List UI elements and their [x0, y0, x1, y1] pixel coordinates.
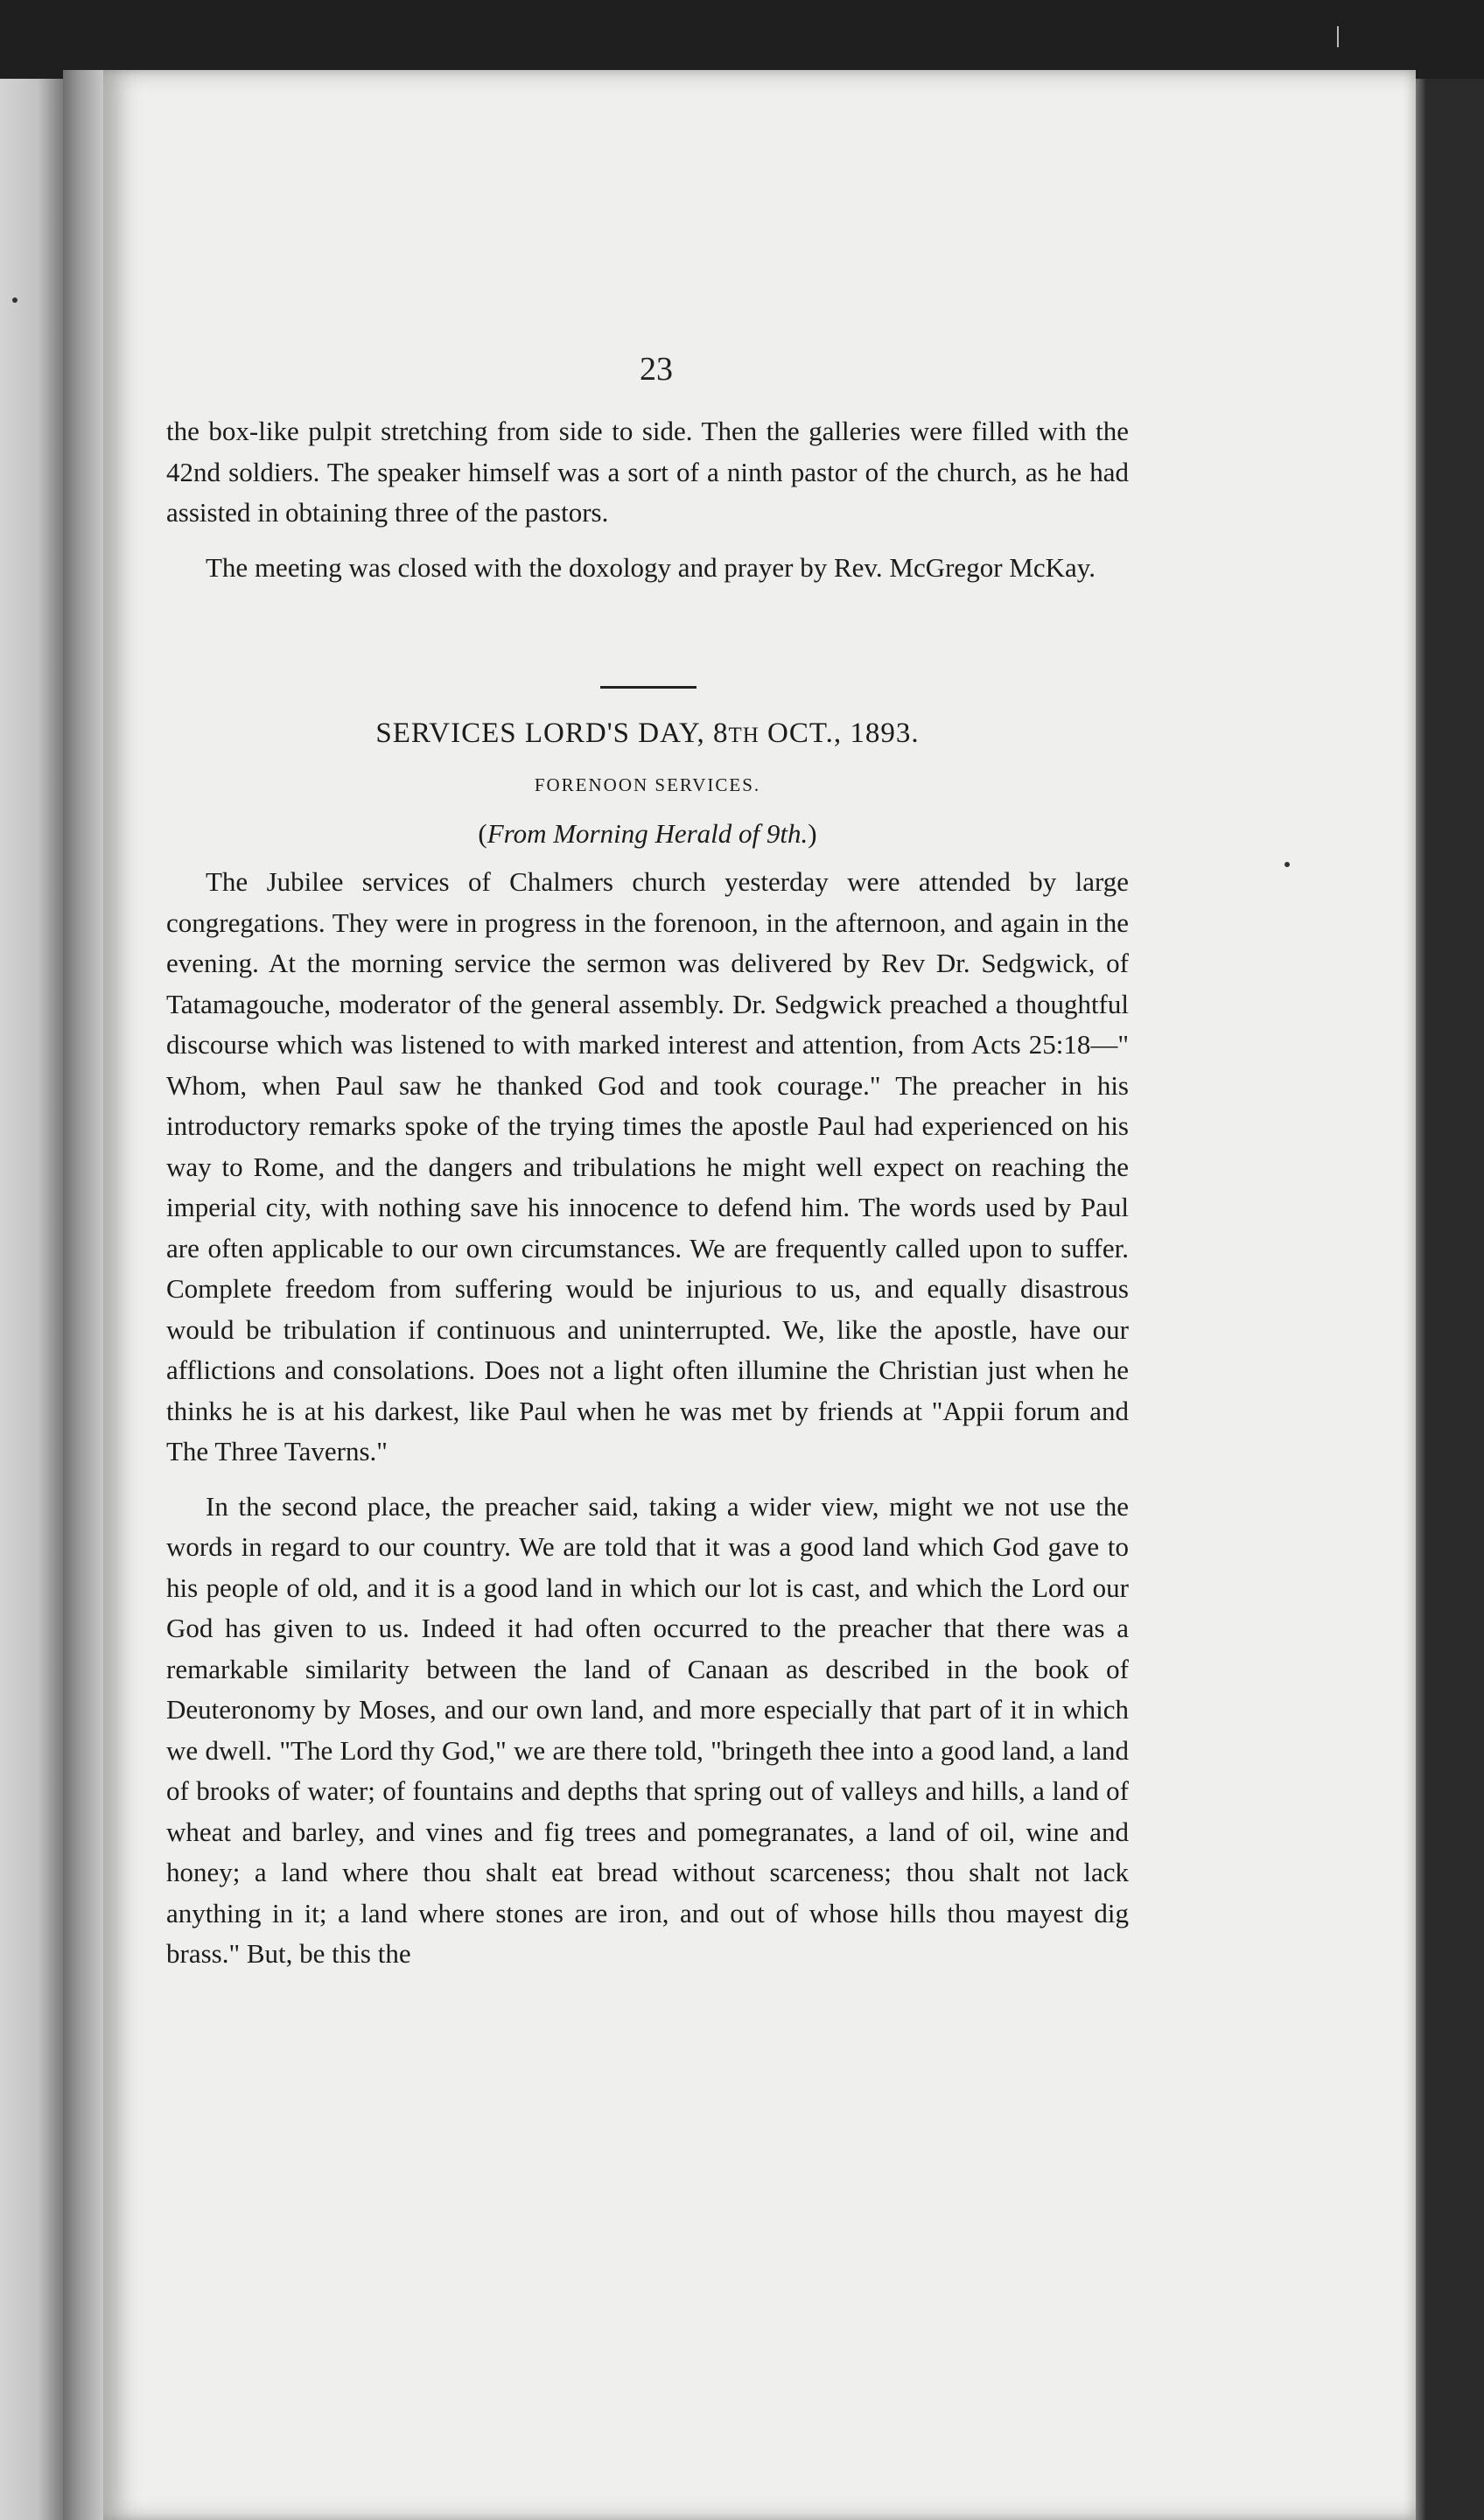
section-title-start: SERVICES LORD'S DAY, 8 [375, 718, 729, 749]
source-italic-text: From Morning Herald of 9th. [486, 818, 808, 849]
section-title-ordinal: TH [728, 724, 760, 747]
source-citation [166, 818, 1129, 850]
paragraph-jubilee-services: The Jubilee services of Chalmers church yesterday were attended by large congregations. They were in progress in the forenoon, in the afternoon, and again in the evening. At the morning service the sermon was delivered by Rev Dr. Sedgwick, of Tatamagouche, moderator of the general assembly. Dr. Sedgwick preached a thoughtful discourse which was listened to with marked interest and attention, from Acts 25:18—" Whom, when Paul saw he thanked God and took courage." The preacher in his introductory remarks spoke of the trying times the apostle Paul had experienced on his way to Rome, and the dangers and tribulations he might well expect on reaching the imperial city, with nothing save his innocence to defend him. The words used by Paul are often applicable to our own circumstances. We are frequently called upon to suffer. Complete freedom from suffering would be injurious to us, and equally disastrous would be tribulation if continuous and uninterrupted. We, like the apostle, have our afflictions and consolations. Does not a light often illumine the Christian just when he thinks he is at his darkest, like Paul when he was met by friends at "Appii forum and The Three Taverns." [166, 866, 1129, 1466]
paragraph-second-place: In the second place, the preacher said, taking a wider view, might we not use the words in regard to our country. We are told that it was a good land which God gave to his people of old, and it is a good land in which our lot is cast, and which the Lord our God has given to us. Indeed it had often occurred to the preacher that there was a remarkable similarity between the land of Canaan as described in the book of Deuteronomy by Moses, and our own land, and more especially that part of it in which we dwell. "The Lord thy God," we are there told, "bringeth thee into a good land, a land of brooks of water; of fountains and depths that spring out of valleys and hills, a land of wheat and barley, and vines and fig trees and pomegranates, a land of oil, wine and honey; a land where thou shalt eat bread without scarceness; thou shalt not lack anything in it; a land where stones are iron, and out of whose hills thou mayest dig brass." But, be this the [166, 1490, 1129, 1969]
section-title [166, 718, 1129, 750]
scan-mark [1337, 26, 1339, 47]
paragraph-closing-prayer: The meeting was closed with the doxology and prayer by Rev. McGregor McKay. [206, 551, 1096, 583]
page-number: 23 [640, 351, 673, 388]
page-gutter-shadow [63, 70, 103, 2520]
scan-top-border [0, 0, 1484, 79]
section-divider-rule [600, 686, 696, 689]
scan-speck [12, 298, 18, 303]
section-title-end: OCT., 1893. [759, 718, 920, 749]
source-close-paren: ) [808, 818, 817, 849]
opening-text-block [166, 411, 1129, 588]
paragraph-continued: the box-like pulpit stretching from side to side. Then the galleries were filled with the 42nd soldiers. The speaker himself was a sort of a ninth pastor of the church, as he had assisted in obtaining three of the pastors. [166, 416, 1129, 528]
source-open-paren: ( [478, 818, 487, 849]
main-text-block [166, 862, 1129, 1975]
facing-page-edge [0, 79, 63, 2520]
scan-speck [1284, 862, 1290, 867]
section-subtitle: FORENOON SERVICES. [534, 774, 761, 795]
